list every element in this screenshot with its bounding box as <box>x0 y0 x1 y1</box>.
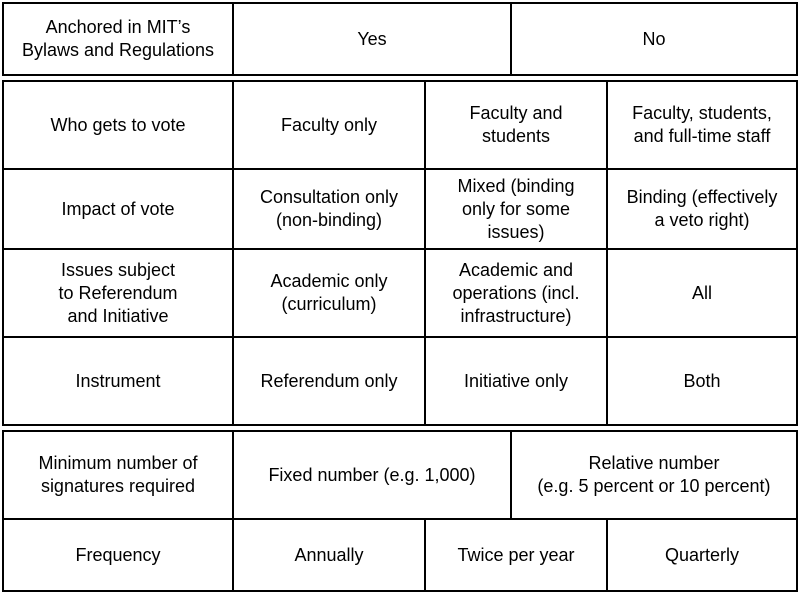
option-all-issues: All <box>606 248 798 338</box>
row-label-issues: Issues subject to Referendum and Initiative <box>2 248 234 338</box>
option-consultation-only: Consultation only (non-binding) <box>232 168 426 250</box>
row-label-signatures: Minimum number of signatures required <box>2 430 234 520</box>
option-anchored-yes: Yes <box>232 2 512 76</box>
option-anchored-no: No <box>510 2 798 76</box>
option-binding-veto: Binding (effectively a veto right) <box>606 168 798 250</box>
option-relative-number: Relative number (e.g. 5 percent or 10 percent) <box>510 430 798 520</box>
option-mixed-binding: Mixed (binding only for some issues) <box>424 168 608 250</box>
row-label-instrument: Instrument <box>2 336 234 426</box>
option-academic-and-operations: Academic and operations (incl. infrastructure) <box>424 248 608 338</box>
row-label-frequency: Frequency <box>2 518 234 592</box>
row-label-who-votes: Who gets to vote <box>2 80 234 170</box>
option-academic-only: Academic only (curriculum) <box>232 248 426 338</box>
option-annually: Annually <box>232 518 426 592</box>
option-referendum-only: Referendum only <box>232 336 426 426</box>
row-label-impact: Impact of vote <box>2 168 234 250</box>
option-initiative-only: Initiative only <box>424 336 608 426</box>
option-faculty-only: Faculty only <box>232 80 426 170</box>
option-quarterly: Quarterly <box>606 518 798 592</box>
option-twice-per-year: Twice per year <box>424 518 608 592</box>
row-label-anchored: Anchored in MIT’s Bylaws and Regulations <box>2 2 234 76</box>
option-both-instruments: Both <box>606 336 798 426</box>
option-faculty-students-staff: Faculty, students, and full-time staff <box>606 80 798 170</box>
option-faculty-and-students: Faculty and students <box>424 80 608 170</box>
option-fixed-number: Fixed number (e.g. 1,000) <box>232 430 512 520</box>
